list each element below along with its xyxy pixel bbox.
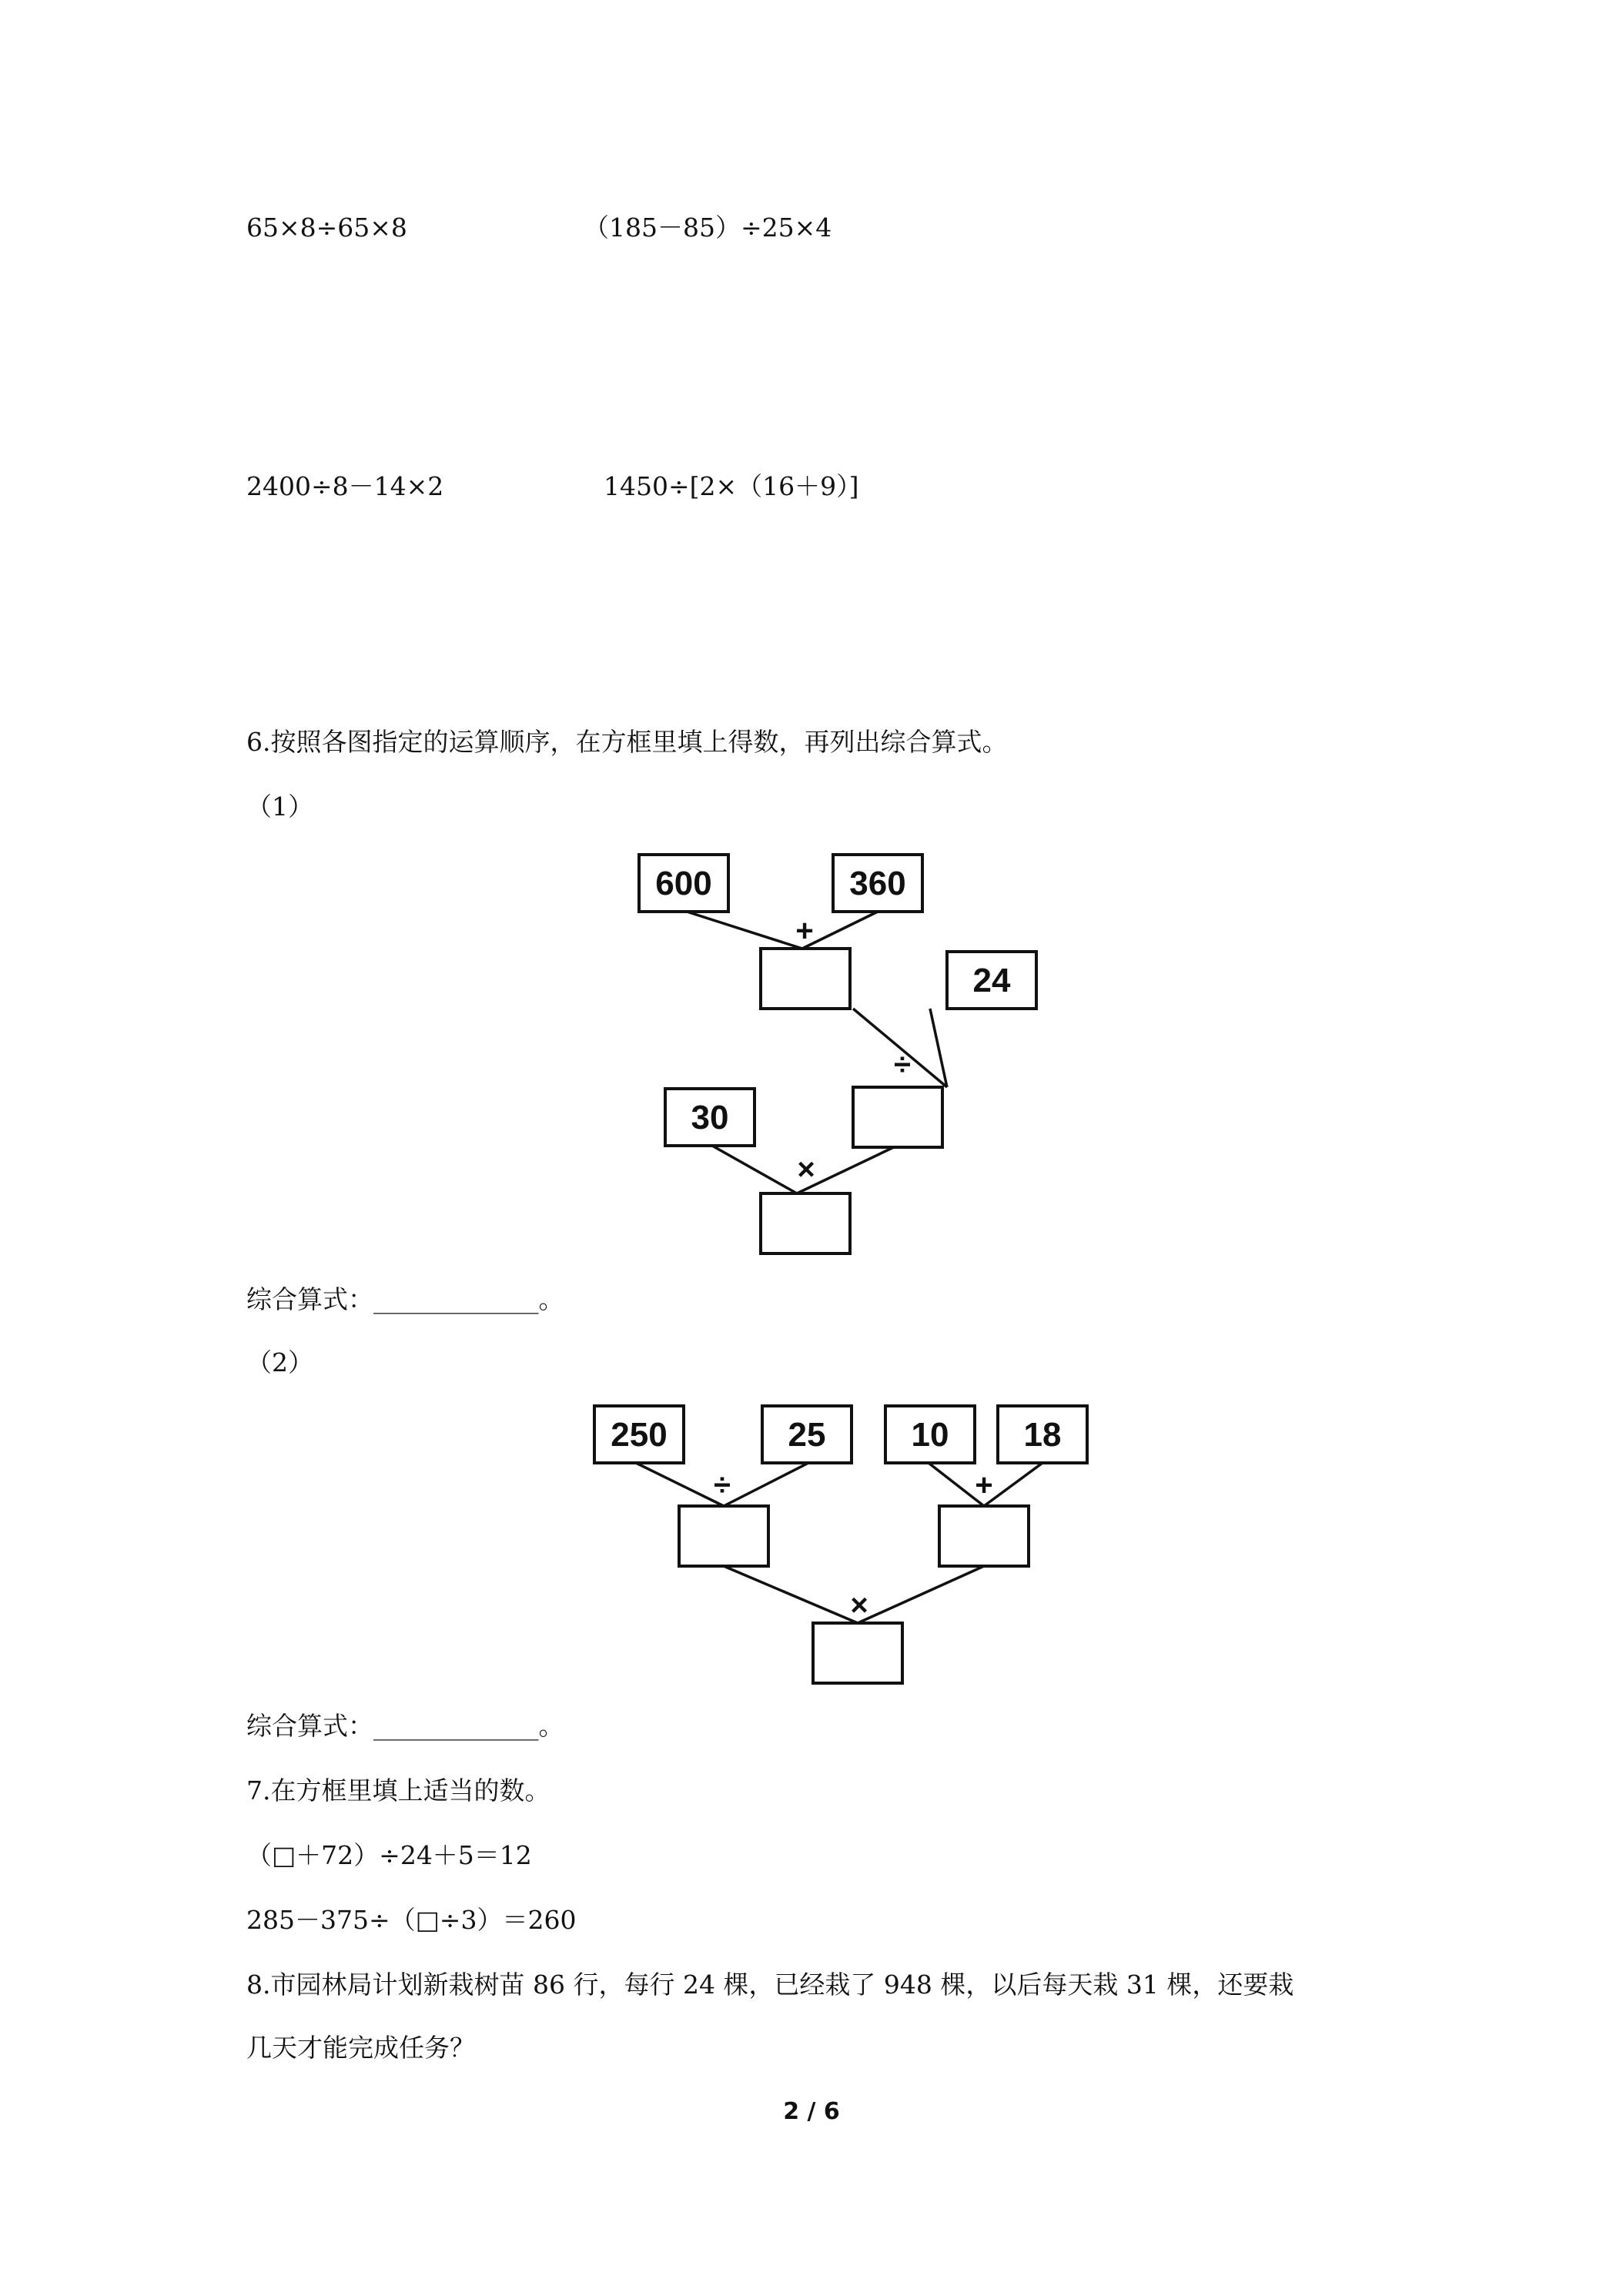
answer-box-product[interactable]	[761, 1193, 850, 1253]
expression-4: 1450÷[2×（16＋9）]	[604, 471, 859, 501]
box-250-label: 250	[611, 1416, 668, 1454]
box-360-label: 360	[849, 865, 906, 902]
box-30-label: 30	[691, 1099, 729, 1136]
question-8-line-1: 8.市园林局计划新栽树苗 86 行，每行 24 棵，已经栽了 948 棵，以后每天栽 31 棵，还要栽	[246, 1970, 1294, 2000]
question-6-title: 6.按照各图指定的运算顺序，在方框里填上得数，再列出综合算式。	[246, 727, 1008, 757]
part-2-label: （2）	[246, 1347, 313, 1377]
answer-box-product-2[interactable]	[813, 1623, 902, 1683]
answer-box-sum-2[interactable]	[939, 1506, 1029, 1566]
box-18-label: 18	[1023, 1416, 1062, 1454]
formula-line-2: 综合算式：_____________。	[246, 1711, 564, 1741]
operation-diagram-1	[631, 839, 1062, 1270]
expression-3: 2400÷8－14×2	[246, 471, 444, 501]
answer-box-quotient-2[interactable]	[679, 1506, 768, 1566]
plus-operator: +	[795, 914, 814, 948]
answer-box-sum[interactable]	[761, 949, 850, 1009]
operation-diagram-2	[593, 1401, 1101, 1694]
box-10-label: 10	[911, 1416, 949, 1454]
divide-operator: ÷	[894, 1048, 911, 1082]
box-25-label: 25	[788, 1416, 826, 1454]
question-7-equation-2: 285－375÷（□÷3）＝260	[246, 1905, 577, 1935]
box-24-label: 24	[972, 962, 1011, 999]
part-1-label: （1）	[246, 792, 313, 822]
times-operator-2: ×	[850, 1588, 868, 1622]
question-8-line-2: 几天才能完成任务？	[246, 2033, 475, 2063]
expression-1: 65×8÷65×8	[246, 213, 407, 243]
question-7-title: 7.在方框里填上适当的数。	[246, 1776, 550, 1806]
answer-box-quotient[interactable]	[853, 1087, 942, 1147]
times-operator: ×	[797, 1153, 815, 1186]
expression-2: （185－85）÷25×4	[584, 213, 832, 243]
formula-line-1: 综合算式：_____________。	[246, 1284, 564, 1314]
page-number: 2 / 6	[783, 2098, 840, 2125]
box-600-label: 600	[655, 865, 712, 902]
question-7-equation-1: （□＋72）÷24＋5＝12	[246, 1840, 532, 1870]
divide-operator-2: ÷	[714, 1468, 731, 1502]
plus-operator-2: +	[975, 1468, 993, 1502]
